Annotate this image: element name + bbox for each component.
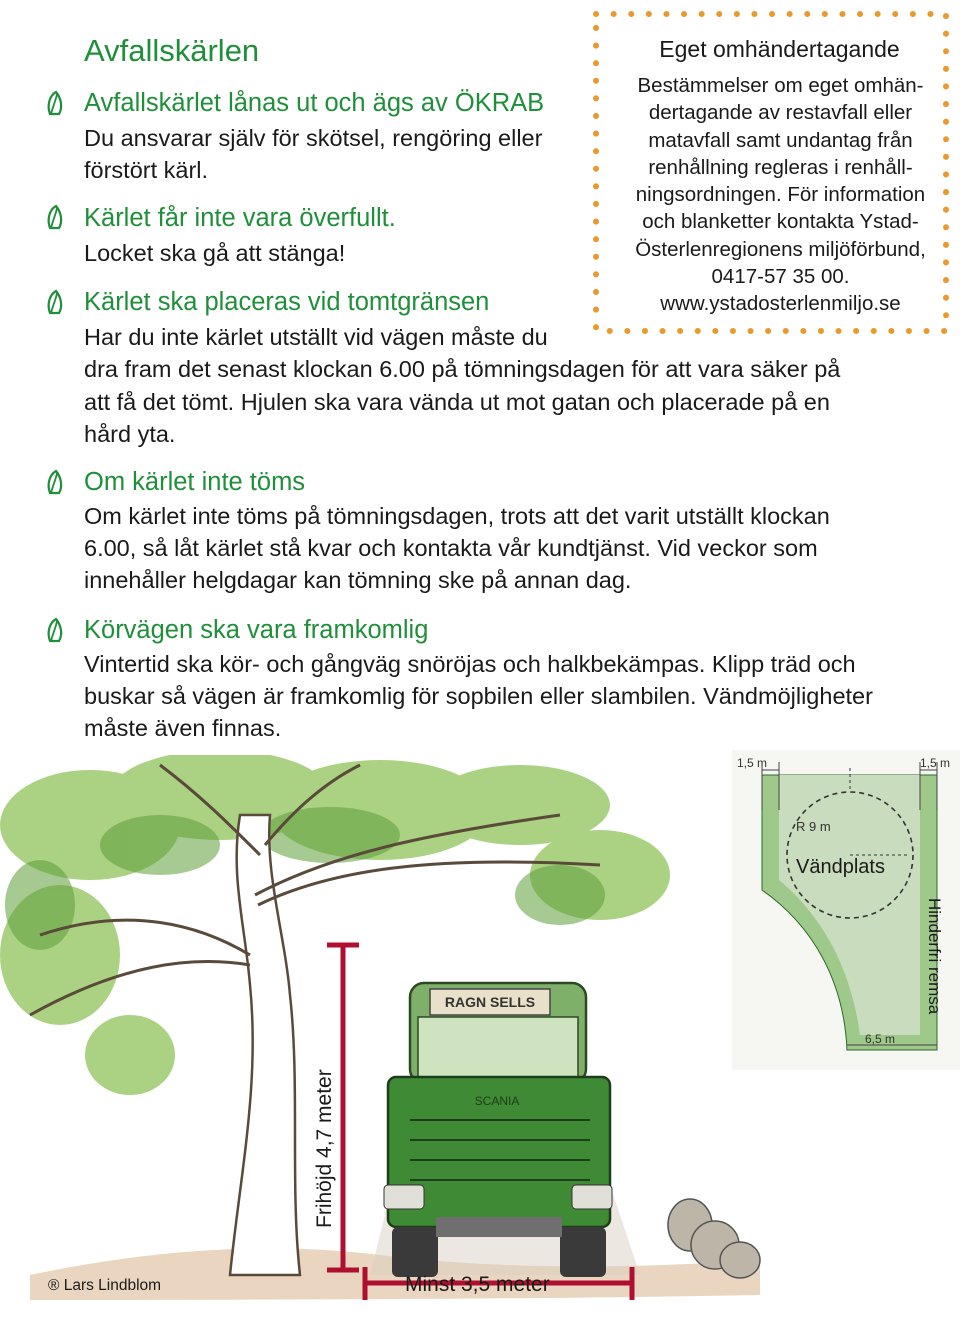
infobox-line: Österlenregionens miljöförbund, [635, 237, 926, 261]
height-clearance-label: Frihöjd 4,7 meter [313, 1069, 336, 1228]
infobox-title: Eget omhändertagande [659, 36, 900, 62]
infobox-text [608, 72, 953, 318]
section-text-line: Vintertid ska kör- och gångväg snöröjas och halkbekämpas. Klipp träd och [84, 651, 856, 677]
truck-brand-text: SCANIA [474, 1094, 520, 1108]
infobox-line: matavfall samt undantag från [648, 128, 913, 152]
diagram-right-width: 1,5 m [920, 756, 951, 770]
section-text-line: hård yta. [84, 421, 176, 447]
section-heading: Kärlet ska placeras vid tomtgränsen [84, 288, 490, 316]
leaf-bullet-icon [46, 90, 66, 116]
infobox-line: www.ystadosterlenmiljo.se [660, 292, 901, 316]
page-title: Avfallskärlen [84, 33, 260, 68]
diagram-radius-label: R 9 m [796, 819, 831, 834]
diagram-left-width: 1,5 m [737, 756, 768, 770]
section-text-line: 6.00, så låt kärlet stå kvar och kontakta vår kundtjänst. Vid veckor som [84, 535, 818, 561]
section-heading: Om kärlet inte töms [84, 468, 306, 496]
diagram-bottom-width: 6,5 m [865, 1032, 896, 1046]
infobox-line: ningsordningen. För information [635, 183, 926, 207]
width-clearance-label: Minst 3,5 meter [405, 1273, 550, 1296]
section-text-line: Du ansvarar själv för skötsel, rengöring eller [84, 125, 543, 151]
diagram-turning-label: Vändplats [796, 856, 885, 878]
section-text-line: buskar så vägen är framkomlig för sopbilen eller slambilen. Vändmöjligheter [84, 683, 873, 709]
truck-drawing [384, 983, 612, 1277]
section-heading: Avfallskärlet lånas ut och ägs av ÖKRAB [84, 89, 545, 117]
section-text-line: Om kärlet inte töms på tömningsdagen, trots att det varit utställt klockan [84, 503, 830, 529]
infobox-line: 0417-57 35 00. [711, 265, 850, 289]
infobox-line: och blanketter kontakta Ystad- [642, 210, 919, 234]
leaf-bullet-icon [46, 289, 66, 315]
section-text-line: dra fram det senast klockan 6.00 på tömningsdagen för att vara säker på [84, 356, 841, 382]
leaf-bullet-icon [46, 617, 66, 643]
truck-sign-text: RAGN SELLS [444, 994, 536, 1010]
section-text-line: innehåller helgdagar kan tömning ske på annan dag. [84, 567, 632, 593]
leaf-bullet-icon [46, 204, 66, 230]
diagram-strip-label: Hinderfri remsa [925, 898, 944, 1015]
section-text-line: Har du inte kärlet utställt vid vägen måste du [84, 324, 548, 350]
infobox-line: Bestämmelser om eget omhän- [637, 74, 924, 97]
section-heading: Kärlet får inte vara överfullt. [84, 204, 396, 232]
section-text-line: måste även finnas. [84, 715, 282, 741]
section-text-line: Locket ska gå att stänga! [84, 240, 346, 266]
leaf-bullet-icon [46, 469, 66, 495]
section-heading: Körvägen ska vara framkomlig [84, 616, 429, 644]
infobox-line: renhållning regleras i renhåll- [648, 155, 913, 179]
infobox-line: dertagande av restavfall eller [648, 101, 913, 125]
section-text-line: att få det tömt. Hjulen ska vara vända ut mot gatan och placerade på en [84, 389, 830, 415]
section-text-line: förstört kärl. [84, 157, 209, 183]
illustration-credit: ® Lars Lindblom [48, 1277, 162, 1294]
